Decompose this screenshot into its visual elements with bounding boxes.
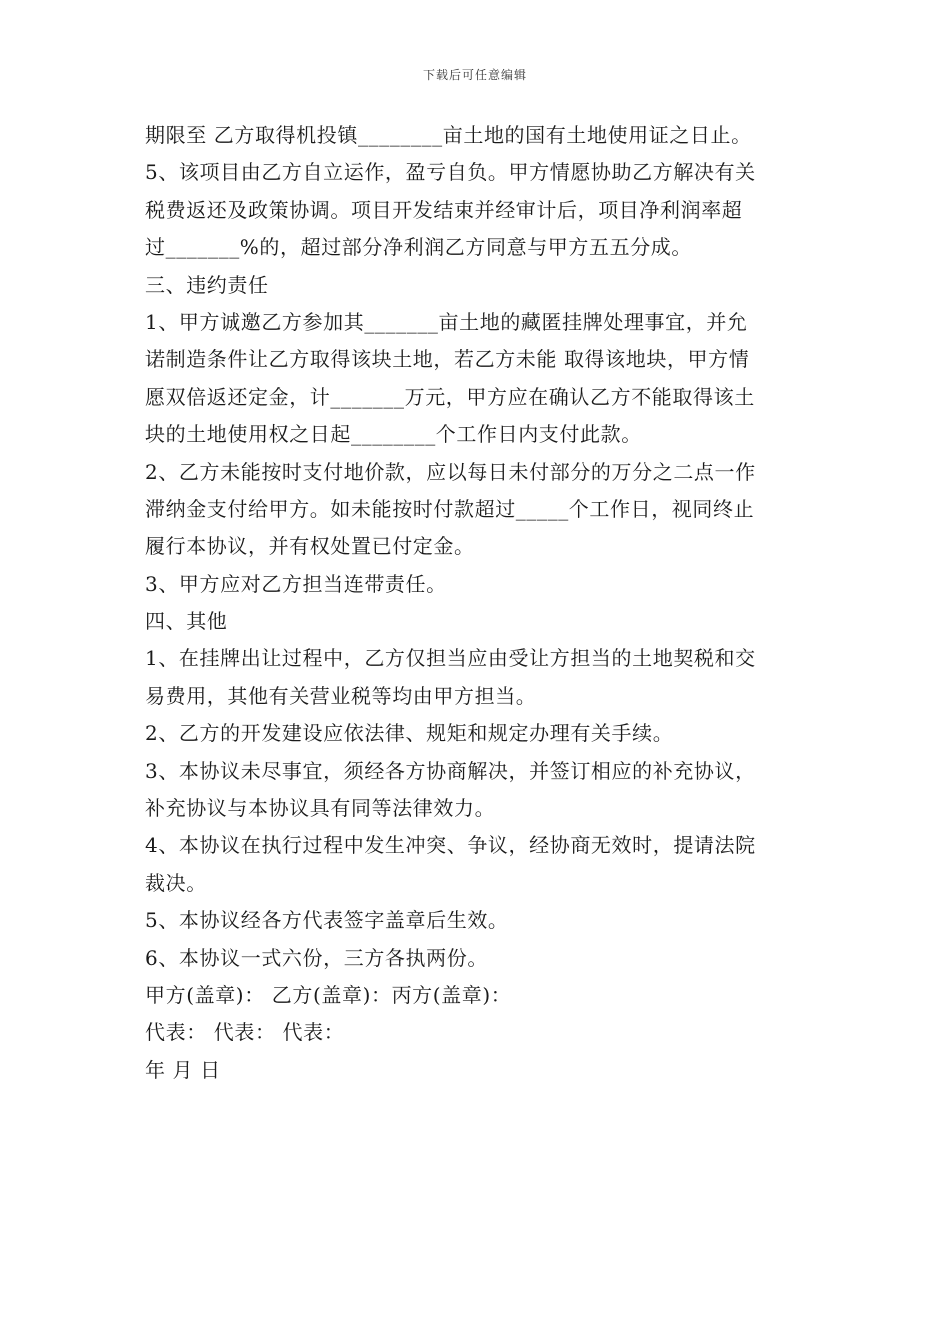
clause-1-line: 1、在挂牌出让过程中，乙方仅担当应由受让方担当的土地契税和交 <box>145 646 756 671</box>
clause-3-line: 3、本协议未尽事宜，须经各方协商解决，并签订相应的补充协议， <box>145 758 756 783</box>
section-heading-liability: 三、违约责任 <box>145 272 269 297</box>
paragraph-line: 过_______%的，超过部分净利润乙方同意与甲方五五分成。 <box>145 235 693 260</box>
paragraph-line: 愿双倍返还定金，计_______万元，甲方应在确认乙方不能取得该土 <box>145 384 755 409</box>
clause-1-line: 1、甲方诚邀乙方参加其_______亩土地的藏匿挂牌处理事宜，并允 <box>145 309 748 334</box>
clause-3-line: 3、甲方应对乙方担当连带责任。 <box>145 571 447 596</box>
section-heading-other: 四、其他 <box>145 609 228 634</box>
signature-representative-line: 代表： 代表： 代表： <box>145 1020 345 1045</box>
paragraph-line: 诺制造条件让乙方取得该块土地，若乙方未能 取得该地块，甲方情 <box>145 347 750 372</box>
paragraph-line: 滞纳金支付给甲方。如未能按时付款超过_____个工作日，视同终止 <box>145 496 755 521</box>
paragraph-line: 补充协议与本协议具有同等法律效力。 <box>145 796 496 821</box>
clause-5-line: 5、本协议经各方代表签字盖章后生效。 <box>145 908 509 933</box>
paragraph-line: 块的土地使用权之日起________个工作日内支付此款。 <box>145 422 642 447</box>
paragraph-line: 税费返还及政策协调。项目开发结束并经审计后，项目净利润率超 <box>145 197 743 222</box>
signature-date-line: 年 月 日 <box>145 1057 221 1082</box>
clause-2-line: 2、乙方的开发建设应依法律、规矩和规定办理有关手续。 <box>145 721 674 746</box>
clause-4-line: 4、本协议在执行过程中发生冲突、争议，经协商无效时，提请法院 <box>145 833 756 858</box>
paragraph-line: 易费用，其他有关营业税等均由甲方担当。 <box>145 683 537 708</box>
document-body <box>145 117 815 1089</box>
paragraph-line: 裁决。 <box>145 870 207 895</box>
page-header: 下载后可任意编辑 <box>422 68 527 82</box>
paragraph-line: 期限至 乙方取得机投镇________亩土地的国有土地使用证之日止。 <box>145 123 752 147</box>
clause-5-line: 5、该项目由乙方自立运作，盈亏自负。甲方情愿协助乙方解决有关 <box>145 160 756 185</box>
clause-6-line: 6、本协议一式六份，三方各执两份。 <box>145 945 488 970</box>
clause-2-line: 2、乙方未能按时支付地价款，应以每日未付部分的万分之二点一作 <box>145 459 756 484</box>
signature-seal-line: 甲方(盖章)： 乙方(盖章)：丙方(盖章)： <box>145 982 512 1007</box>
paragraph-line: 履行本协议，并有权处置已付定金。 <box>145 534 475 559</box>
